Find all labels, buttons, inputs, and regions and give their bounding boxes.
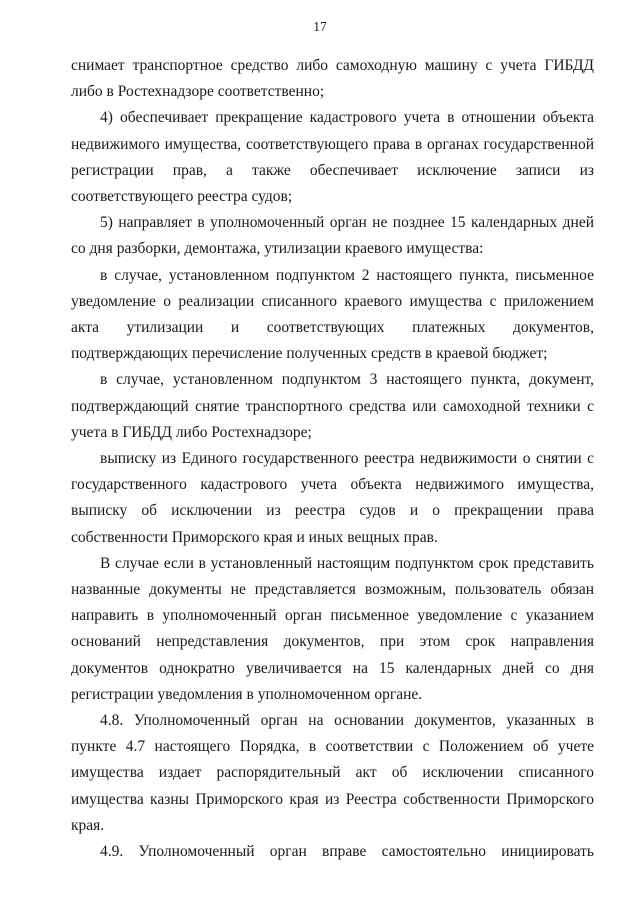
- paragraph-section-4-9: 4.9. Уполномоченный орган вправе самостоятельно инициировать: [100, 843, 594, 861]
- page-number: 17: [313, 19, 327, 34]
- paragraph-continuation: снимает транспортное средство либо самоходную машину с учета ГИБДД либо в Ростехнадзоре соответственно;: [71, 57, 594, 101]
- paragraph-registry-extract: выписку из Единого государственного реестра недвижимости о снятии с государственного кадастрового учета объекта недвижимого имущества, выписку об исключении из реестра судов и о прекращении права собственности Приморского края и иных вещных прав.: [71, 450, 594, 546]
- paragraph-deadline-extension: В случае если в установленный настоящим подпунктом срок представить названные документы не представляется возможным, пользователь обязан направить в уполномоченный орган письменное уведомление с указанием оснований непредставления документов, при этом срок направления документов однократно увеличивается на 15 календарных дней со дня регистрации уведомления в уполномоченном органе.: [71, 554, 594, 703]
- body-text: [71, 53, 594, 865]
- paragraph-case-subitem-2: в случае, установленном подпунктом 2 настоящего пункта, письменное уведомление о реализации списанного краевого имущества с приложением акта утилизации и соответствующих платежных документов, подтверждающих перечисление полученных средств в краевой бюджет;: [71, 266, 594, 363]
- paragraph-case-subitem-3: в случае, установленном подпунктом 3 настоящего пункта, документ, подтверждающий снятие транспортного средства или самоходной техники с учета в ГИБДД либо Ростехнадзоре;: [71, 371, 594, 441]
- paragraph-item-5: 5) направляет в уполномоченный орган не позднее 15 календарных дней со дня разборки, демонтажа, утилизации краевого имущества:: [71, 214, 594, 258]
- paragraph-item-4: 4) обеспечивает прекращение кадастрового учета в отношении объекта недвижимого имущества, соответствующего права в органах государственной регистрации прав, а также обеспечивает исключение записи из соответствующего реестра судов;: [71, 109, 594, 206]
- paragraph-section-4-8: 4.8. Уполномоченный орган на основании документов, указанных в пункте 4.7 настоящего Порядка, в соответствии с Положением об учете имущества издает распорядительный акт об исключении списанного имущества казны Приморского края из Реестра собственности Приморского края.: [71, 712, 594, 834]
